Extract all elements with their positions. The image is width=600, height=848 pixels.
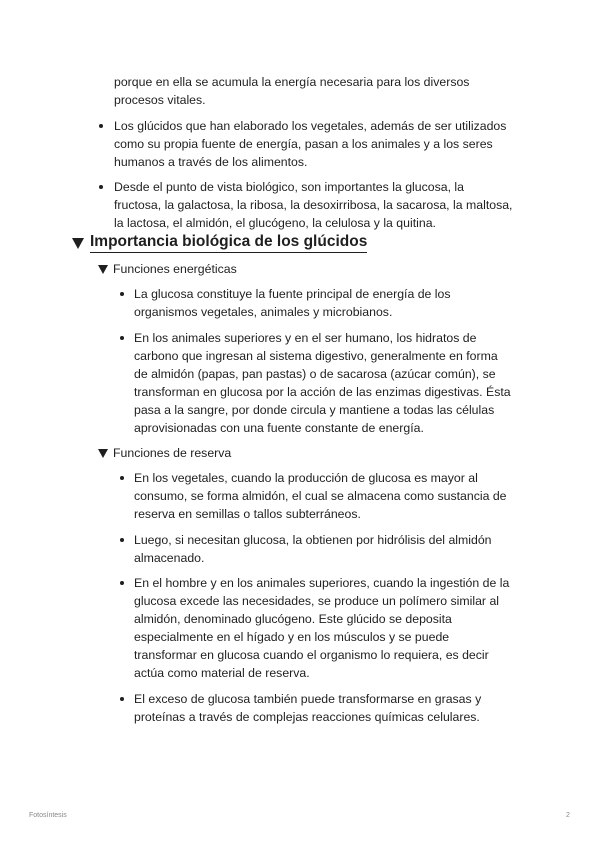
section-heading: Importancia biológica de los glúcidos: [90, 233, 367, 253]
bullet-icon: [99, 124, 103, 128]
text-line: como su propia fuente de energía, pasan a los animales y a los seres: [114, 137, 493, 151]
text-line: organismos vegetales, animales y microbianos.: [134, 305, 393, 319]
text-line: actúa como material de reserva.: [134, 666, 310, 680]
text-line: El exceso de glucosa también puede transformarse en grasas y: [134, 692, 482, 706]
list-item: [134, 329, 511, 437]
text-line: de almidón (papas, pan pastas) o de sacarosa (azúcar común), se: [134, 367, 496, 381]
text-line: glucosa excede las necesidades, se produce un polímero similar al: [134, 594, 500, 608]
text-line: transformar en glucosa cuando el organismo lo requiera, es decir: [134, 648, 489, 662]
text-line: La glucosa constituye la fuente principal de energía de los: [134, 287, 451, 301]
text-line: humanos a través de los alimentos.: [114, 155, 308, 169]
bullet-icon: [120, 292, 124, 296]
subsection-heading: Funciones de reserva: [113, 446, 232, 460]
text-line: la lactosa, el almidón, el glucógeno, la celulosa y la quitina.: [114, 216, 436, 230]
triangle-down-icon[interactable]: [98, 449, 108, 458]
list-item: [114, 117, 506, 171]
list-item: [134, 469, 507, 523]
list-item: [114, 178, 512, 232]
triangle-down-icon[interactable]: [72, 238, 84, 249]
bullet-icon: [120, 538, 124, 542]
text-line: carbono que ingresan al sistema digestivo, generalmente en forma: [134, 349, 498, 363]
text-line: fructosa, la galactosa, la ribosa, la desoxirribosa, la sacarosa, la maltosa,: [114, 198, 513, 212]
text-line: almidón, denominado glucógeno. Este glúcido se deposita: [134, 612, 452, 626]
list-item: [134, 690, 481, 726]
triangle-down-icon[interactable]: [98, 265, 108, 274]
list-item: [134, 285, 451, 321]
bullet-icon: [120, 476, 124, 480]
bullet-icon: [120, 697, 124, 701]
text-line: pasa a la sangre, por donde circula y mantiene a todas las células: [134, 403, 495, 417]
text-line: transforman en glucosa por la acción de las enzimas digestivas. Ésta: [134, 385, 511, 399]
text-line: reserva en semillas o tallos subterráneos.: [134, 507, 361, 521]
subsection-toggle-energeticas[interactable]: [98, 260, 237, 278]
text-line: procesos vitales.: [114, 93, 206, 107]
text-line: En el hombre y en los animales superiores, cuando la ingestión de la: [134, 576, 510, 590]
text-line: porque en ella se acumula la energía necesaria para los diversos: [114, 75, 470, 89]
page-number: 2: [566, 812, 570, 819]
text-line: especialmente en el hígado y en los músculos y se puede: [134, 630, 450, 644]
text-line: Luego, si necesitan glucosa, la obtienen por hidrólisis del almidón: [134, 533, 492, 547]
text-line: consumo, se forma almidón, el cual se almacena como sustancia de: [134, 489, 507, 503]
text-line: En los animales superiores y en el ser humano, los hidratos de: [134, 331, 477, 345]
list-item: [134, 531, 492, 567]
text-line: En los vegetales, cuando la producción de glucosa es mayor al: [134, 471, 478, 485]
footer-title: Fotosíntesis: [29, 812, 67, 819]
text-line: almacenado.: [134, 551, 205, 565]
subsection-toggle-reserva[interactable]: [98, 444, 231, 462]
text-line: aprovisionadas con una fuente constante de energía.: [134, 421, 424, 435]
bullet-icon: [120, 581, 124, 585]
text-line: Desde el punto de vista biológico, son importantes la glucosa, la: [114, 180, 464, 194]
text-line: Los glúcidos que han elaborado los vegetales, además de ser utilizados: [114, 119, 507, 133]
bullet-icon: [99, 185, 103, 189]
bullet-icon: [120, 336, 124, 340]
subsection-heading: Funciones energéticas: [113, 262, 237, 276]
list-item: [134, 574, 509, 682]
text-line: proteínas a través de complejas reacciones químicas celulares.: [134, 710, 480, 724]
section-toggle[interactable]: [72, 233, 367, 253]
intro-paragraph: [114, 73, 469, 109]
